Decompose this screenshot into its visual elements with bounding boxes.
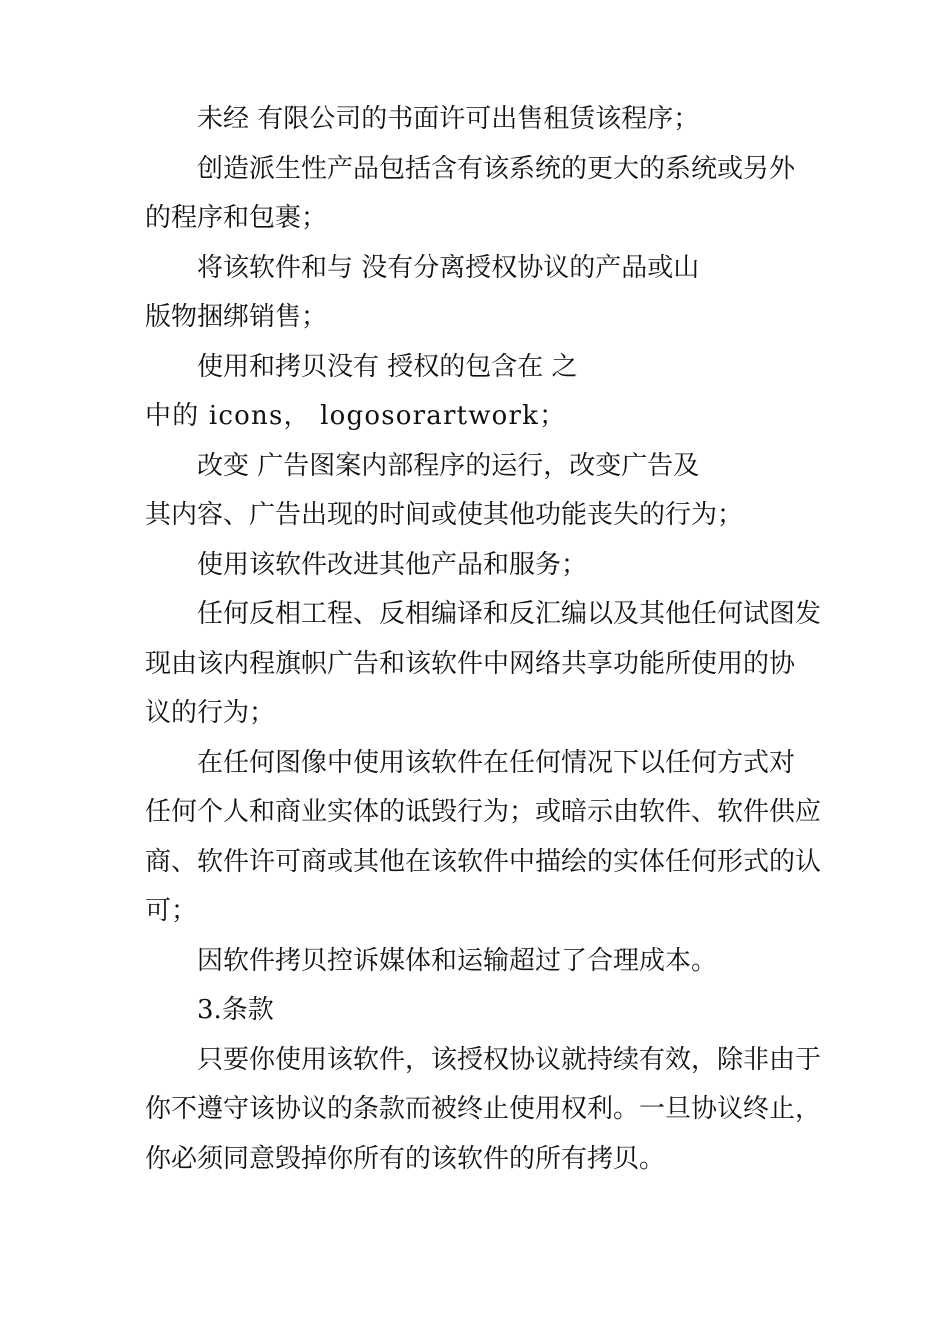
text-line: 只要你使用该软件，该授权协议就持续有效，除非由于 (197, 1044, 822, 1075)
text-line: 议的行为； (145, 698, 276, 728)
text-line: 将该软件和与 没有分离授权协议的产品或山 (197, 252, 700, 283)
text-line: 使用该软件改进其他产品和服务； (197, 549, 588, 580)
section-heading: 3.条款 (197, 995, 274, 1025)
text-line: 可； (145, 896, 198, 926)
text-line: 因软件拷贝控诉媒体和运输超过了合理成本。 (197, 945, 718, 976)
text-line: 使用和拷贝没有 授权的包含在 之 (197, 351, 578, 382)
text-line: 任何反相工程、反相编译和反汇编以及其他任何试图发 (197, 599, 822, 629)
text-line: 改变 广告图案内部程序的运行，改变广告及 (197, 450, 700, 481)
text-line: 创造派生性产品包括含有该系统的更大的系统或另外 (197, 153, 796, 184)
text-line: 任何个人和商业实体的诋毁行为；或暗示由软件、软件供应 (145, 797, 822, 827)
document-body (145, 95, 822, 1184)
text-line: 你必须同意毁掉你所有的该软件的所有拷贝。 (145, 1143, 666, 1174)
text-line: 其内容、广告出现的时间或使其他功能丧失的行为； (145, 500, 744, 530)
text-line: 商、软件许可商或其他在该软件中描绘的实体任何形式的认 (145, 846, 822, 877)
text-line: 你不遵守该协议的条款而被终止使用权利。一旦协议终止， (145, 1094, 822, 1124)
text-line: 中的 icons， logosorartwork； (145, 401, 567, 431)
text-line: 现由该内程旗帜广告和该软件中网络共享功能所使用的协 (145, 648, 796, 679)
text-line: 未经 有限公司的书面许可出售租赁该程序； (197, 104, 700, 134)
text-line: 版物捆绑销售； (145, 302, 328, 332)
text-line: 的程序和包裹； (145, 203, 328, 233)
text-line: 在任何图像中使用该软件在任何情况下以任何方式对 (197, 747, 796, 778)
